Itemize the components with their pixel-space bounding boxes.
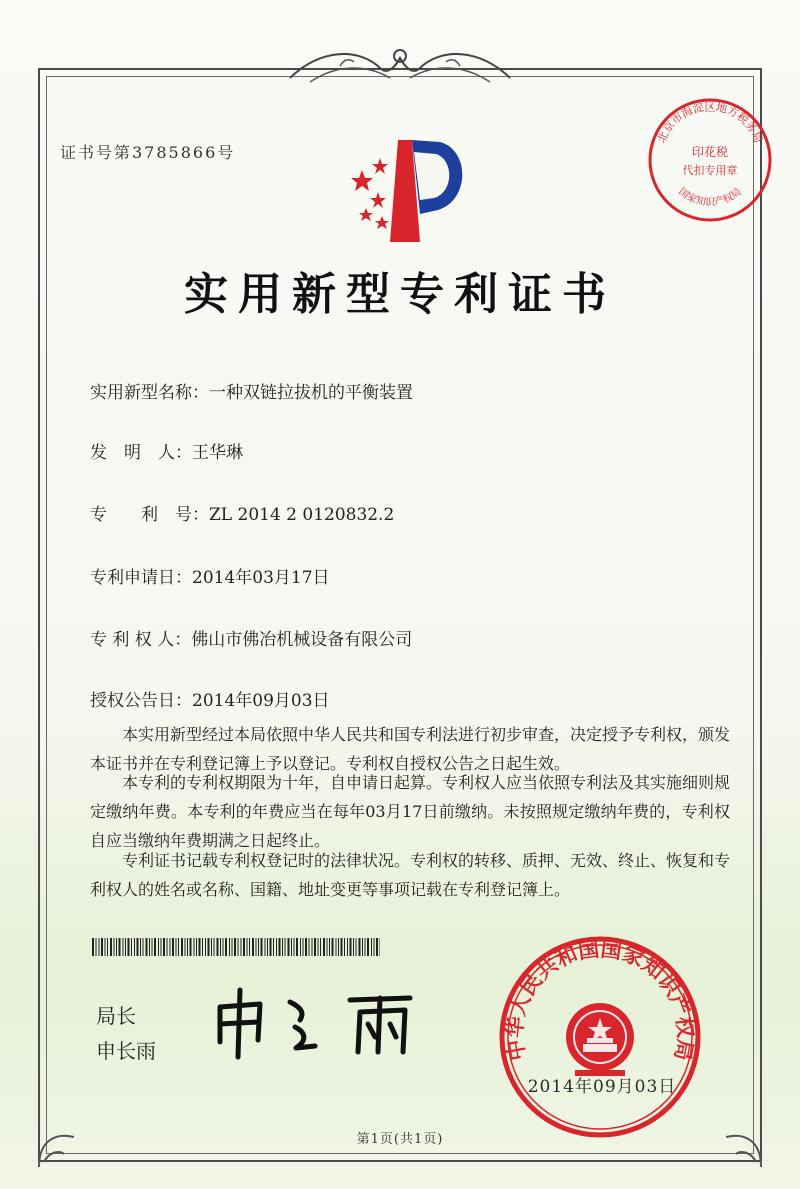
utility-model-name-value: 一种双链拉拔机的平衡装置: [209, 383, 413, 403]
document-title: 实用新型专利证书: [184, 269, 616, 320]
national-ip-office-seal: [495, 932, 705, 1142]
signature-name: 申长雨: [96, 1039, 156, 1063]
top-ornament: [280, 38, 520, 98]
inventor-label: 发 明 人：: [90, 443, 192, 463]
barcode: [92, 938, 380, 956]
grant-date-label: 授权公告日：: [90, 691, 192, 711]
inventor-value: 王华琳: [192, 443, 243, 463]
national-emblem-icon: [566, 1003, 634, 1076]
patent-number-value: ZL 2014 2 0120832.2: [209, 505, 395, 525]
utility-model-name-row: [90, 378, 413, 403]
grant-date-value: 2014年09月03日: [192, 691, 330, 711]
patent-number-label: 专 利 号：: [90, 505, 209, 525]
handwritten-signature: [200, 982, 450, 1062]
filing-date-row: [90, 563, 330, 588]
grant-date-row: [90, 686, 330, 711]
utility-model-name-label: 实用新型名称：: [90, 383, 209, 403]
big-seal-ring-text: 中华人民共和国国家知识产权局: [502, 936, 698, 1063]
inventor-row: [90, 438, 243, 463]
small-seal-center-line2: 代扣专用章: [682, 164, 738, 177]
paragraph-term-and-fees: 本专利的专利权期限为十年，自申请日起算。专利权人应当依照专利法及其实施细则规定缴纳年费。本专利的年费应当在每年03月17日前缴纳。未按照规定缴纳年费的，专利权自应当缴纳年费期满之日起终止。: [90, 773, 731, 850]
patent-number-row: [90, 500, 394, 525]
patentee-value: 佛山市佛冶机械设备有限公司: [191, 630, 413, 650]
small-seal-bottom-text: 国家知识产权局: [676, 186, 744, 209]
tax-seal-stamp: [640, 90, 780, 230]
small-seal-ring-text: 北京市海淀区地方税务局: [654, 100, 766, 145]
filing-date-value: 2014年03月17日: [192, 568, 330, 588]
small-seal-center-line1: 印花税: [691, 145, 729, 159]
patentee-row: [90, 625, 412, 650]
paragraph-grant-notice: 本实用新型经过本局依照中华人民共和国专利法进行初步审查，决定授予专利权，颁发本证书并在专利登记簿上予以登记。专利权自授权公告之日起生效。: [90, 725, 731, 773]
filing-date-label: 专利申请日：: [90, 568, 192, 588]
signature-title: 局长: [96, 1004, 136, 1028]
seal-date: 2014年09月03日: [527, 1077, 677, 1097]
paragraph-legal-status: 专利证书记载专利权登记时的法律状况。专利权的转移、质押、无效、终止、恢复和专利权人的姓名或名称、国籍、地址变更等事项记载在专利登记簿上。: [90, 851, 731, 899]
page-number: 第1页(共1页): [356, 1132, 444, 1147]
certificate-number: 证书号第3785866号: [60, 143, 236, 162]
patent-office-emblem-icon: [340, 130, 470, 250]
patentee-label: 专 利 权 人：: [90, 630, 192, 650]
